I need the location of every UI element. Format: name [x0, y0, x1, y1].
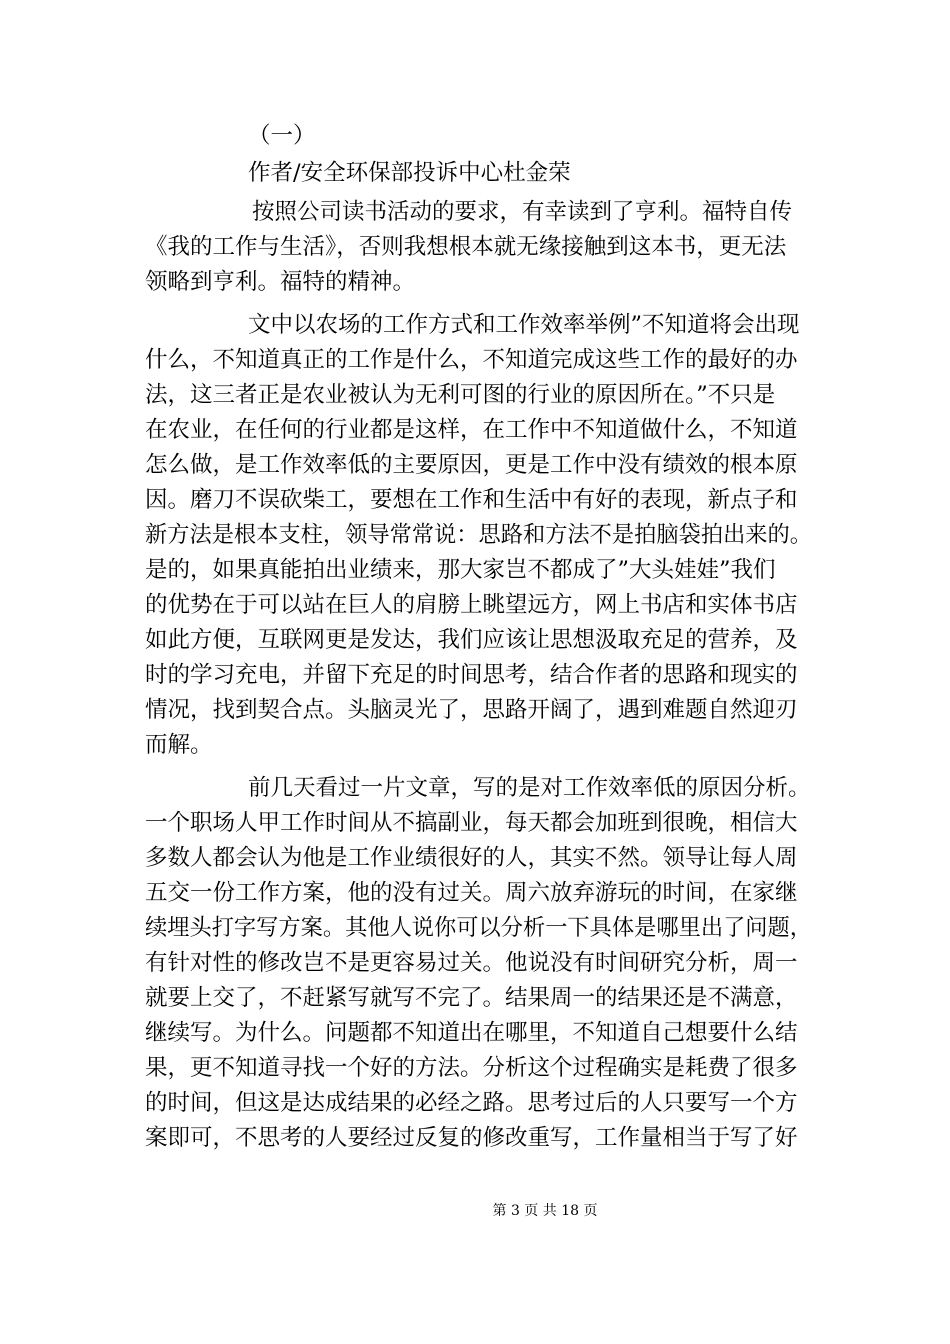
- paragraph-line: 一个职场人甲工作时间从不搞副业，每天都会加班到很晚，相信大: [145, 810, 798, 836]
- section-heading: （一）: [248, 123, 316, 149]
- paragraph-line: 继续写。为什么。问题都不知道出在哪里，不知道自己想要什么结: [145, 1020, 798, 1046]
- paragraph-line: 而解。: [145, 732, 213, 758]
- paragraph-line: 五交一份工作方案，他的没有过关。周六放弃游玩的时间，在家继: [145, 880, 798, 906]
- paragraph-line: 案即可，不思考的人要经过反复的修改重写，工作量相当于写了好: [145, 1125, 798, 1151]
- paragraph-line: 果，更不知道寻找一个好的方法。分析这个过程确实是耗费了很多: [145, 1055, 798, 1081]
- paragraph-line: 《我的工作与生活》，否则我想根本就无缘接触到这本书，更无法: [145, 234, 787, 260]
- paragraph-line: 按照公司读书活动的要求，有幸读到了亨利。福特自传: [252, 199, 793, 225]
- paragraph-line: 的时间，但这是达成结果的必经之路。思考过后的人只要写一个方: [145, 1090, 798, 1116]
- page-number-footer: 第 3 页 共 18 页: [492, 1203, 598, 1219]
- paragraph-line: 有针对性的修改岂不是更容易过关。他说没有时间研究分析，周一: [145, 950, 798, 976]
- paragraph-line: 法，这三者正是农业被认为无利可图的行业的原因所在。”不只是: [145, 382, 776, 408]
- paragraph-line: 就要上交了，不赶紧写就写不完了。结果周一的结果还是不满意，: [145, 985, 798, 1011]
- paragraph-line: 文中以农场的工作方式和工作效率举例”不知道将会出现: [248, 312, 800, 338]
- paragraph-line: 新方法是根本支柱，领导常常说：思路和方法不是拍脑袋拍出来的。: [145, 522, 813, 548]
- paragraph-line: 领略到亨利。福特的精神。: [145, 269, 416, 295]
- paragraph-line: 多数人都会认为他是工作业绩很好的人，其实不然。领导让每人周: [145, 845, 798, 871]
- paragraph-line: 怎么做，是工作效率低的主要原因，更是工作中没有绩效的根本原: [145, 452, 798, 478]
- paragraph-line: 的优势在于可以站在巨人的肩膀上眺望远方，网上书店和实体书店: [145, 592, 798, 618]
- paragraph-line: 如此方便，互联网更是发达，我们应该让思想汲取充足的营养，及: [145, 627, 798, 653]
- author-line: 作者/安全环保部投诉中心杜金荣: [248, 160, 571, 186]
- paragraph-line: 在农业，在任何的行业都是这样，在工作中不知道做什么，不知道: [145, 417, 798, 443]
- paragraph-line: 是的，如果真能拍出业绩来，那大家岂不都成了”大头娃娃”我们: [145, 557, 776, 583]
- paragraph-line: 因。磨刀不误砍柴工，要想在工作和生活中有好的表现，新点子和: [145, 487, 798, 513]
- paragraph-line: 续埋头打字写方案。其他人说你可以分析一下具体是哪里出了问题，: [145, 915, 813, 941]
- paragraph-line: 前几天看过一片文章，写的是对工作效率低的原因分析。: [248, 775, 811, 801]
- paragraph-line: 情况，找到契合点。头脑灵光了，思路开阔了，遇到难题自然迎刃: [145, 697, 798, 723]
- paragraph-line: 什么，不知道真正的工作是什么，不知道完成这些工作的最好的办: [145, 347, 798, 373]
- paragraph-line: 时的学习充电，并留下充足的时间思考，结合作者的思路和现实的: [145, 662, 798, 688]
